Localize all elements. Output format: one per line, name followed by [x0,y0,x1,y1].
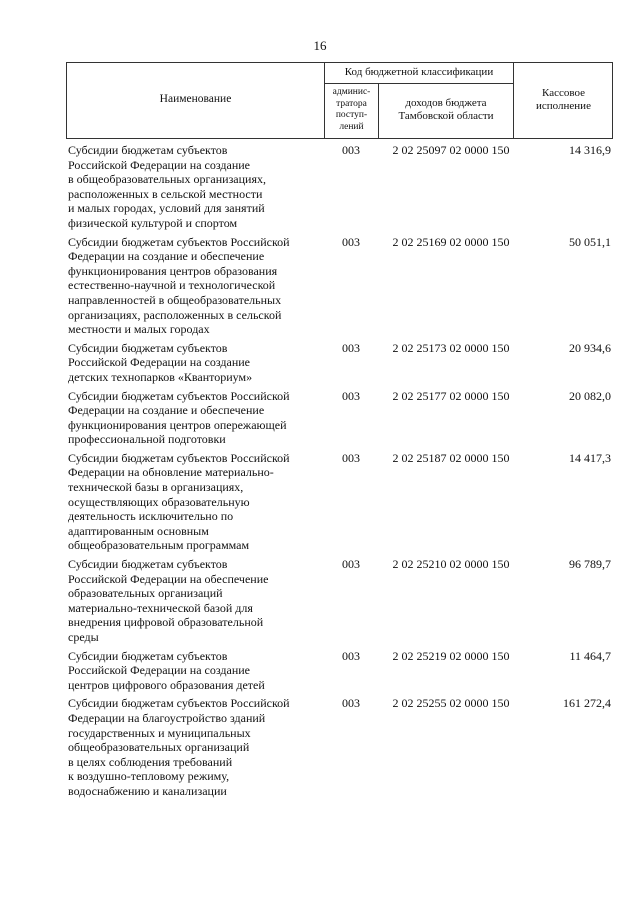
row-name [68,649,324,693]
row-admin-code: 003 [342,234,360,249]
header-admin-line: админис- [332,87,371,97]
row-name-line: в целях соблюдения требований [68,754,233,769]
row-name-line: Российской Федерации на создание [68,663,251,678]
row-amount: 20 082,0 [569,388,611,403]
row-name-line: Субсидии бюджетам субъектов [68,648,228,663]
row-name-line: осуществляющих образовательную [68,494,250,509]
header-name: Наименование [159,93,232,105]
row-name-line: среды [68,630,99,644]
row-name [68,451,324,553]
row-name-line: Субсидии бюджетам субъектов Российской [68,450,290,465]
row-name [68,389,324,447]
row-name-line: технической базы в организациях, [68,480,244,495]
table-row [66,143,613,231]
row-amount: 96 789,7 [569,557,611,572]
header-admin-line: лений [339,121,364,132]
row-name-line: организациях, расположенных в сельской [68,307,282,322]
row-name-line: Субсидии бюджетам субъектов Российской [68,696,290,711]
row-name-line: адаптированным основным [68,523,209,538]
row-income-code: 2 02 25219 02 0000 150 [392,648,510,663]
row-admin-code: 003 [342,648,360,663]
page-number: 16 [313,38,327,53]
row-income-code: 2 02 25097 02 0000 150 [392,143,510,157]
table-row [66,341,613,385]
row-name-line: Субсидии бюджетам субъектов Российской [68,388,290,403]
header-admin-line: тратора [336,98,367,109]
row-name-line: Субсидии бюджетам субъектов [68,340,228,355]
row-name-line: центров цифрового образования детей [68,677,265,692]
header-divider-kbk-group [324,83,514,84]
table-row [66,451,613,553]
row-amount: 161 272,4 [563,696,611,711]
header-amount-line: Кассовое [542,87,585,99]
table-row [66,235,613,337]
row-name-line: физической культурой и спортом [68,215,238,230]
row-name-line: функционирования центров образования [68,263,278,278]
row-name-line: функционирования центров опережающей [68,417,287,432]
row-name-line: Федерации на создание и обеспечение [68,249,265,264]
row-name-line: Российской Федерации на обеспечение [68,571,269,586]
row-admin-code: 003 [342,143,360,157]
row-name-line: Российской Федерации на создание [68,355,251,370]
row-name-line: водоснабжению и канализации [68,783,227,798]
row-name-line: расположенных в сельской местности [68,186,263,201]
row-admin-code: 003 [342,340,360,355]
row-name [68,235,324,337]
row-name-line: Федерации на благоустройство зданий [68,710,266,725]
table-row [66,649,613,693]
row-name-line: профессиональной подготовки [68,432,226,447]
row-income-code: 2 02 25169 02 0000 150 [392,234,510,249]
row-name-line: Федерации на создание и обеспечение [68,403,265,418]
header-amount-line: исполнение [536,100,591,112]
row-name-line: внедрения цифровой образовательной [68,615,264,630]
row-name [68,696,324,798]
row-admin-code: 003 [342,696,360,711]
table-row [66,696,613,798]
row-name-line: естественно-научной и технологической [68,278,276,293]
row-name-line: общеобразовательным программам [68,538,250,553]
row-income-code: 2 02 25173 02 0000 150 [392,340,510,355]
row-admin-code: 003 [342,557,360,572]
row-name-line: Субсидии бюджетам субъектов [68,557,228,572]
row-income-code: 2 02 25187 02 0000 150 [392,450,510,465]
row-name-line: Российской Федерации на создание [68,157,251,172]
row-amount: 11 464,7 [569,648,611,663]
header-income [379,97,513,123]
row-income-code: 2 02 25177 02 0000 150 [392,388,510,403]
row-name-line: и малых городах, условий для занятий [68,201,265,216]
row-name-line: местности и малых городах [68,322,210,337]
row-admin-code: 003 [342,450,360,465]
row-amount: 14 316,9 [569,143,611,157]
row-name-line: общеобразовательных организаций [68,740,250,755]
header-income-line: Тамбовской области [398,110,494,122]
row-amount: 14 417,3 [569,450,611,465]
table-body [66,143,613,803]
row-income-code: 2 02 25210 02 0000 150 [392,557,510,572]
row-admin-code: 003 [342,388,360,403]
row-name [68,557,324,645]
header-amount [514,87,613,113]
row-name-line: Субсидии бюджетам субъектов [68,143,228,157]
row-name-line: в общеобразовательных организациях, [68,172,266,187]
row-name-line: образовательных организаций [68,586,223,601]
row-name-line: Федерации на обновление материально- [68,465,274,480]
header-kbk-group: Код бюджетной классификации [344,66,494,78]
row-amount: 20 934,6 [569,340,611,355]
header-admin [325,87,378,133]
row-name-line: государственных и муниципальных [68,725,251,740]
header-admin-line: поступ- [335,110,368,120]
row-name [68,341,324,385]
row-name-line: Субсидии бюджетам субъектов Российской [68,234,290,249]
row-amount: 50 051,1 [569,234,611,249]
row-name-line: деятельность исключительно по [68,509,234,524]
row-name-line: направленностей в общеобразовательных [68,292,282,307]
header-income-line: доходов бюджета [405,97,487,109]
row-name-line: материально-технической базой для [68,600,253,615]
table-row [66,389,613,447]
row-name [68,143,324,231]
table-row [66,557,613,645]
table-header [66,62,613,139]
row-name-line: детских технопарков «Кванториум» [68,369,253,384]
row-income-code: 2 02 25255 02 0000 150 [392,696,510,711]
row-name-line: к воздушно-тепловому режиму, [68,769,230,784]
